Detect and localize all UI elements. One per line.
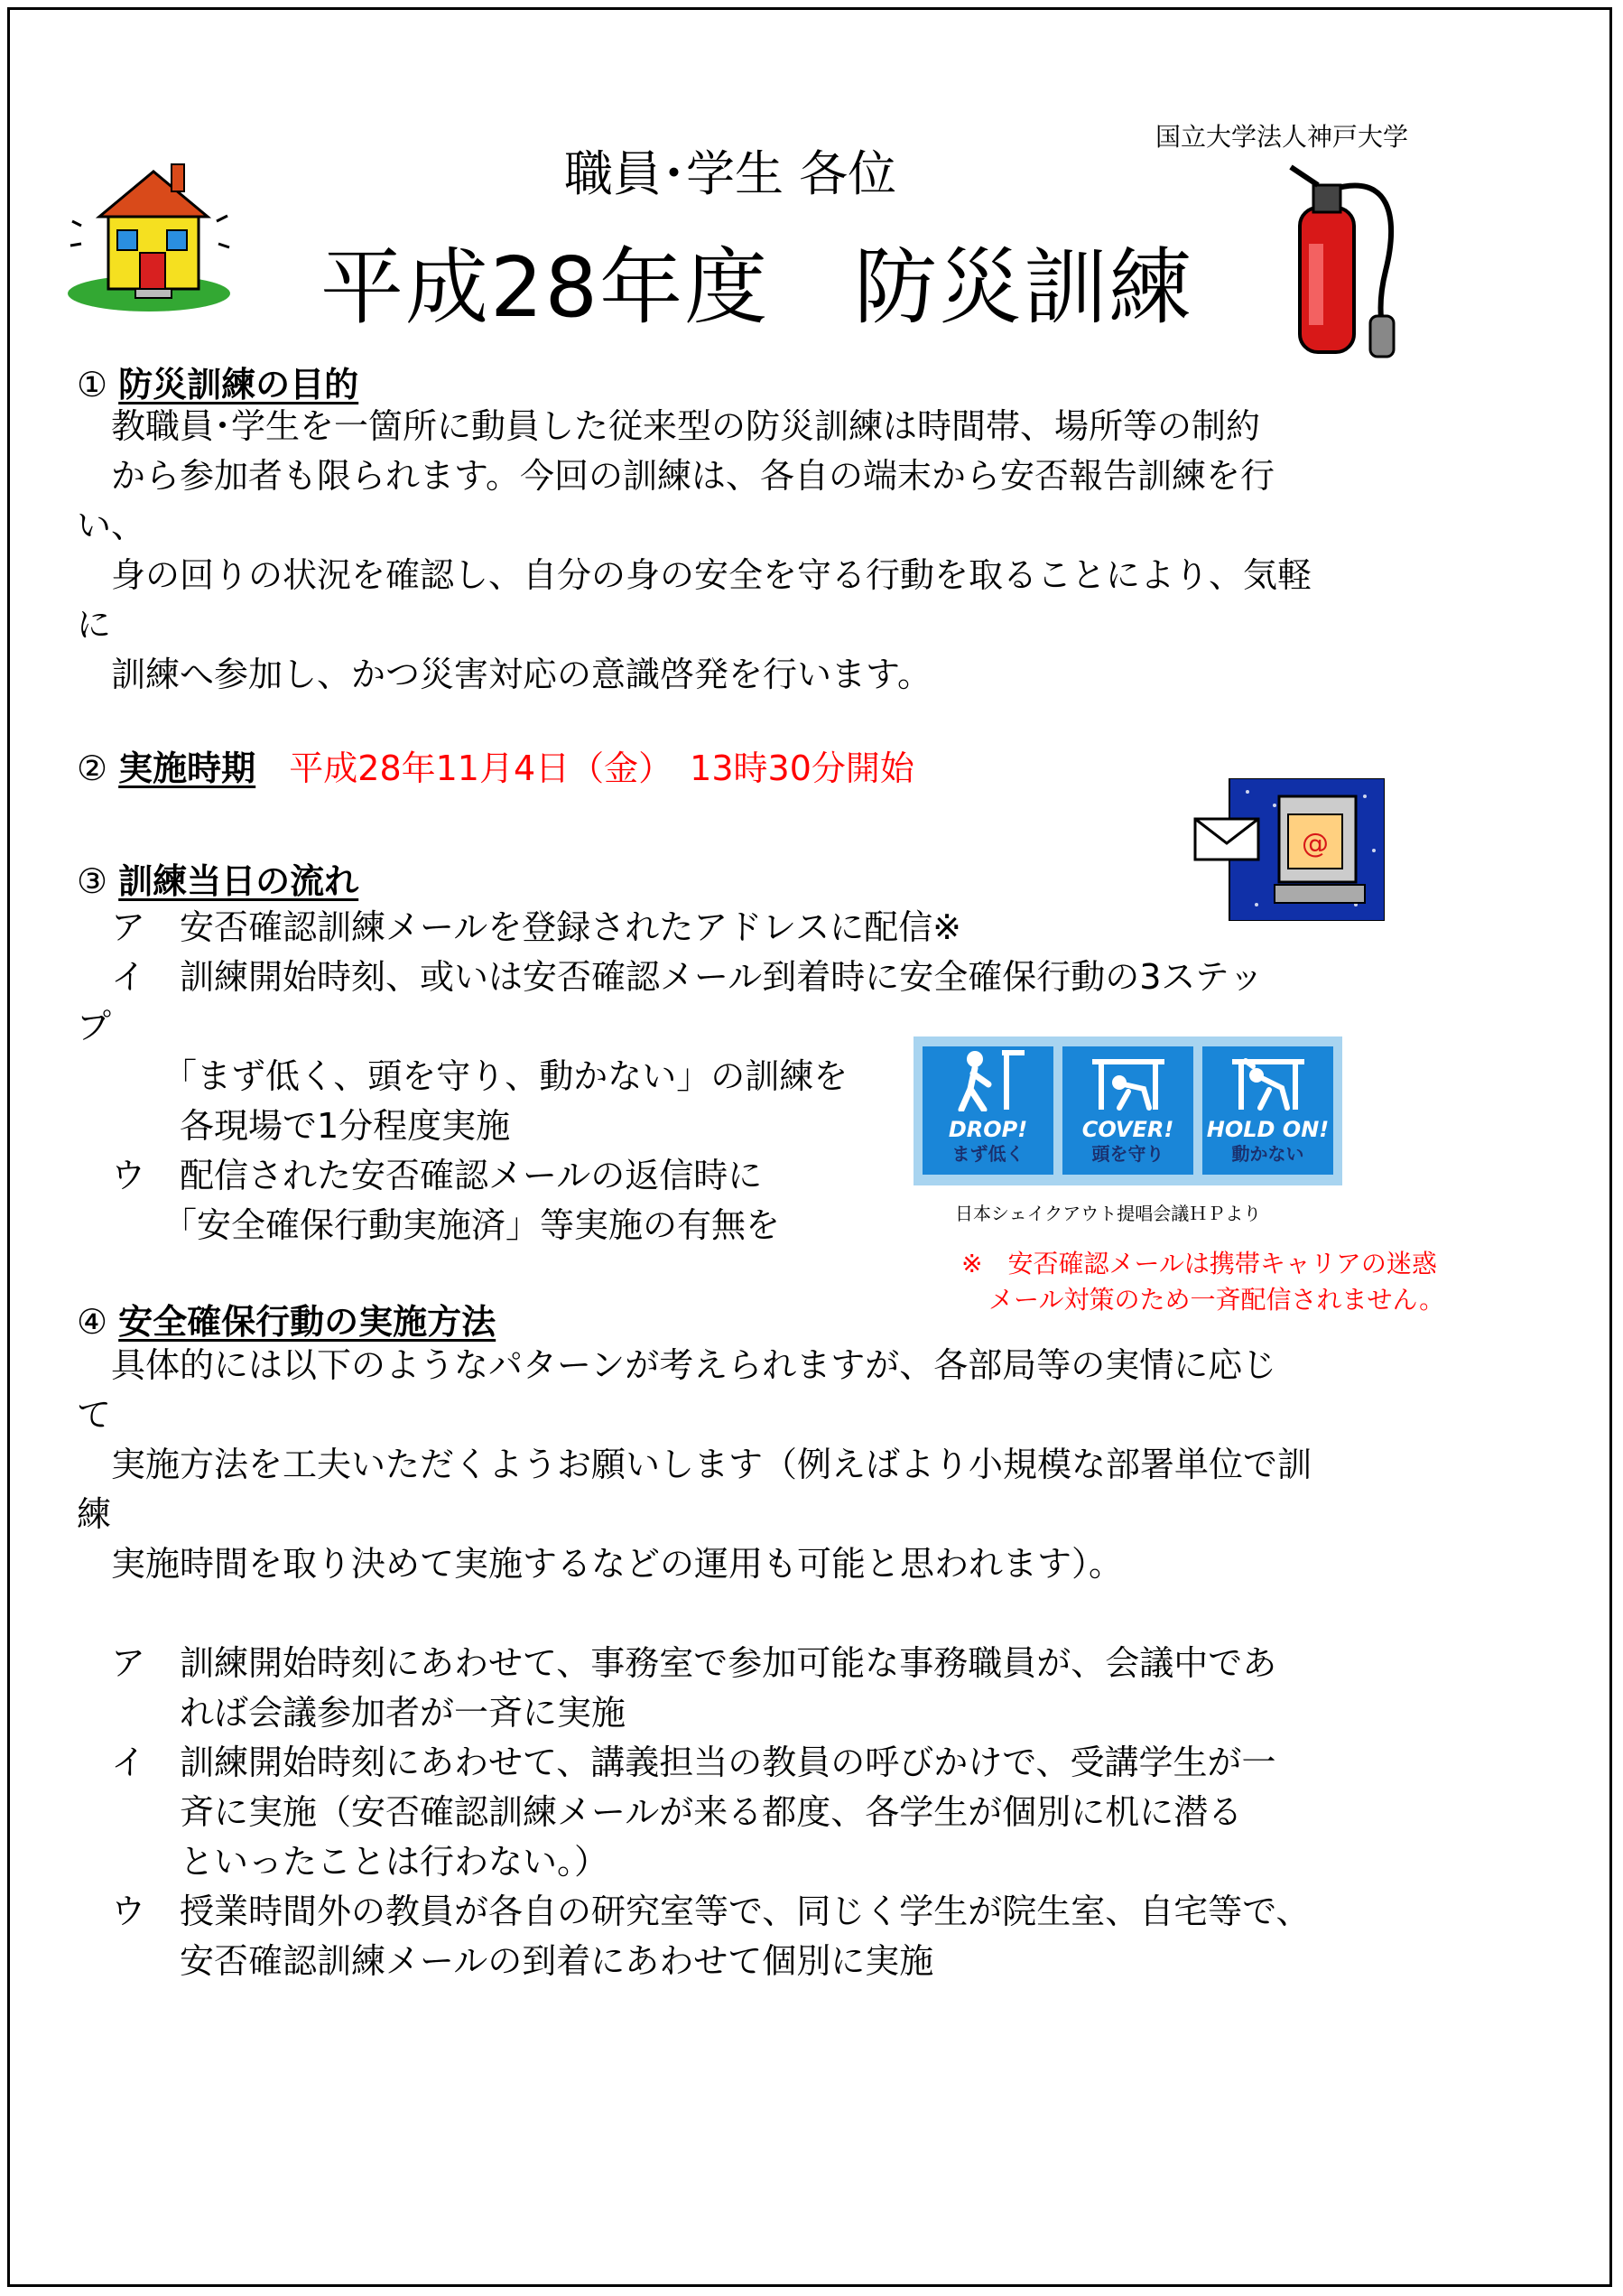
cover-figure-icon xyxy=(1088,1048,1169,1111)
text-line: に xyxy=(77,605,112,645)
svg-text:@: @ xyxy=(1302,828,1329,860)
hold-on-panel xyxy=(1202,1046,1333,1175)
image-caption: 日本シェイクアウト提唱会議ＨＰより xyxy=(955,1203,1262,1224)
text-line: れば会議参加者が一斉に実施 xyxy=(77,1693,626,1733)
text-line: 実施時間を取り決めて実施するなどの運用も可能と思われます）。 xyxy=(77,1544,1124,1584)
section-4-body xyxy=(77,1341,1312,1986)
university-name: 国立大学法人神戸大学 xyxy=(1155,122,1409,152)
note-line: メール対策のため一斉配信されません。 xyxy=(988,1285,1445,1315)
training-date: 平成28年11月4日（金） 13時30分開始 xyxy=(289,748,914,788)
hold-on-label-jp: 動かない xyxy=(1231,1143,1304,1165)
computer-mail-icon xyxy=(1193,778,1385,921)
house-earthquake-icon xyxy=(63,144,235,316)
note-text xyxy=(961,1246,1444,1318)
text-line: 訓練へ参加し、かつ災害対応の意識啓発を行います。 xyxy=(77,655,932,694)
section-1-number: ① xyxy=(77,365,108,404)
text-line: から参加者も限られます。今回の訓練は、各自の端末から安否報告訓練を行 xyxy=(77,456,1275,496)
drop-label: DROP! xyxy=(948,1117,1028,1142)
section-2-number: ② xyxy=(77,748,108,788)
note-line: ※ 安否確認メールは携帯キャリアの迷惑 xyxy=(961,1249,1437,1278)
text-line: 斉に実施（安否確認訓練メールが来る都度、各学生が個別に机に潜る xyxy=(77,1792,1243,1832)
text-line: 各現場で1分程度実施 xyxy=(77,1106,511,1146)
text-line: イ 訓練開始時刻にあわせて、講義担当の教員の呼びかけで、受講学生が一 xyxy=(77,1743,1276,1782)
page-title: 平成28年度 防災訓練 xyxy=(320,239,1194,336)
text-line: 具体的には以下のようなパターンが考えられますが、各部局等の実情に応じ xyxy=(77,1345,1277,1385)
section-1-body xyxy=(77,402,1312,700)
spacer-line xyxy=(77,1589,1312,1639)
section-3-heading xyxy=(77,853,358,903)
text-line: 「まず低く、頭を守り、動かない」の訓練を xyxy=(77,1056,849,1096)
section-2-heading xyxy=(77,740,914,790)
text-line: 実施方法を工夫いただくようお願いします（例えばより小規模な部署単位で訓 xyxy=(77,1445,1312,1484)
text-line: 身の回りの状況を確認し、自分の身の安全を守る行動を取ることにより、気軽 xyxy=(77,555,1312,595)
fire-extinguisher-icon xyxy=(1264,163,1408,361)
text-line: ウ 授業時間外の教員が各自の研究室等で、同じく学生が院生室、自宅等で、 xyxy=(77,1892,1311,1931)
text-line: ウ 配信された安否確認メールの返信時に xyxy=(77,1156,763,1195)
page-subtitle: 職員･学生 各位 xyxy=(564,145,897,202)
section-1-title: 防災訓練の目的 xyxy=(118,365,359,404)
drop-label-jp: まず低く xyxy=(951,1143,1025,1165)
text-line: ア 安否確認訓練メールを登録されたアドレスに配信※ xyxy=(77,907,961,947)
text-line: 「安全確保行動実施済」等実施の有無を xyxy=(77,1205,781,1245)
drop-figure-icon xyxy=(948,1048,1029,1111)
section-4-title: 安全確保行動の実施方法 xyxy=(118,1302,496,1342)
drop-panel xyxy=(923,1046,1053,1175)
cover-label: COVER! xyxy=(1081,1117,1174,1142)
section-1-heading xyxy=(77,357,358,406)
shakeout-panels xyxy=(914,1036,1342,1185)
section-4-number: ④ xyxy=(77,1302,108,1342)
text-line: といったことは行わない。） xyxy=(77,1842,609,1882)
text-line: 安否確認訓練メールの到着にあわせて個別に実施 xyxy=(77,1941,934,1981)
text-line: ア 訓練開始時刻にあわせて、事務室で参加可能な事務職員が、会議中であ xyxy=(77,1643,1277,1683)
hold-on-figure-icon xyxy=(1228,1048,1309,1111)
mail-illustration xyxy=(1193,778,1385,921)
hold-on-label: HOLD ON! xyxy=(1206,1117,1330,1142)
text-line: 教職員･学生を一箇所に動員した従来型の防災訓練は時間帯、場所等の制約 xyxy=(77,406,1261,446)
text-line: プ xyxy=(77,1007,112,1046)
section-3-number: ③ xyxy=(77,861,108,901)
section-2-title: 実施時期 xyxy=(118,748,256,788)
text-line: 練 xyxy=(77,1494,112,1534)
text-line: イ 訓練開始時刻、或いは安否確認メール到着時に安全確保行動の3ステッ xyxy=(77,957,1264,997)
text-line: て xyxy=(77,1395,112,1435)
section-3-title: 訓練当日の流れ xyxy=(118,861,359,901)
section-4-heading xyxy=(77,1294,496,1343)
text-line: い、 xyxy=(77,506,146,545)
cover-panel xyxy=(1062,1046,1193,1175)
cover-label-jp: 頭を守り xyxy=(1091,1143,1164,1165)
